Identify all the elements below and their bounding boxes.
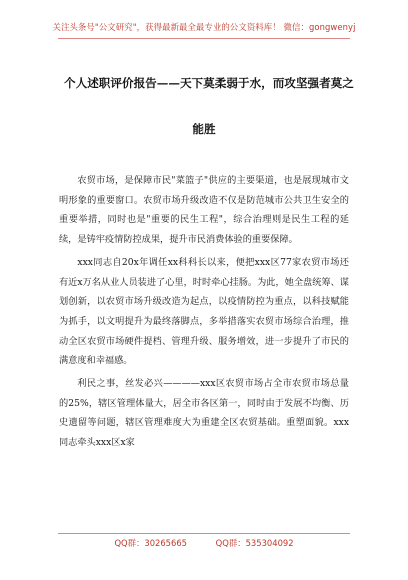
paragraph: 农贸市场，是保障市民"菜篮子"供应的主要渠道，也是展现城市文明形象的重要窗口。农贸市场升级改造不仅是防范城市公共卫生安全的重要举措，同时也是"重要的民生工程"，综合治理则是民生工程的延续，是铸牢疫情防控成果，提升市民消费体验的重要保障。 (59, 175, 349, 246)
header-notice: 关注头条号"公文研究"，获得最新最全最专业的公文资料库！ 微信：gongwenyj (52, 22, 356, 32)
paragraph: xxx同志自20x年调任xx科科长以来，便把xxx区77家农贸市场还有近x万名从业人员装进了心里，时时牵心挂肠。为此，她全盘统筹、谋划创新，以农贸市场升级改造为起点，以疫情防控为重点，以科技赋能为抓手，以文明提升为最终落脚点，多举措落实农贸市场综合治理，推动全区农贸市场硬件提档、管理升级、服务增效，进一步提升了市民的满意度和幸福感。 (59, 256, 349, 367)
document-body (59, 171, 349, 453)
document-title: 个人述职评价报告——天下莫柔弱于水，而攻坚强者莫之 (64, 76, 354, 90)
paragraph: 利民之事，丝发必兴————xxx区农贸市场占全市农贸市场总量的25%，辖区管理体量大，居全市各区第一，同时由于发展不均衡、历史遗留等问题，辖区管理难度大为重建全区农贸基础。重塑面貌。xxx同志牵头xxx区x家 (59, 378, 349, 449)
document-title-continued: 能胜 (192, 122, 216, 136)
footer-qq-group-2: QQ群：535304092 (215, 538, 294, 548)
footer-divider (58, 533, 350, 534)
footer-contacts (0, 537, 408, 549)
footer-qq-group-1: QQ群：30265665 (114, 538, 187, 548)
header-divider (58, 38, 350, 39)
